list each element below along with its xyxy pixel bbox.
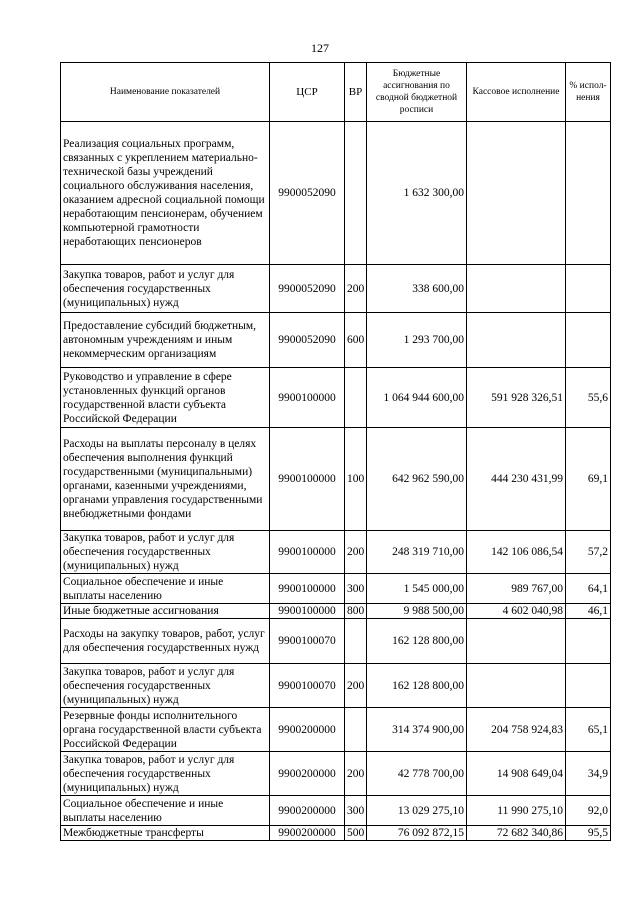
- row-csr: 9900200000: [270, 826, 345, 841]
- row-csr: 9900200000: [270, 752, 345, 796]
- row-csr: 9900100000: [270, 604, 345, 619]
- row-vr: 500: [345, 826, 367, 841]
- header-pct: % испол-нения: [566, 63, 611, 122]
- row-vr: 800: [345, 604, 367, 619]
- row-name: Закупка товаров, работ и услуг для обеспечения государственных (муниципальных) нужд: [61, 265, 270, 313]
- row-vr: 600: [345, 313, 367, 368]
- row-name: Социальное обеспечение и иные выплаты населению: [61, 574, 270, 604]
- page-number: 127: [311, 41, 329, 55]
- row-budget: 1 632 300,00: [367, 122, 467, 265]
- row-pct: [566, 619, 611, 664]
- row-vr: 100: [345, 428, 367, 531]
- row-pct: 34,9: [566, 752, 611, 796]
- budget-execution-table: [60, 62, 611, 841]
- row-vr: 200: [345, 752, 367, 796]
- row-name: Иные бюджетные ассигнования: [61, 604, 270, 619]
- row-name: Закупка товаров, работ и услуг для обеспечения государственных (муниципальных) нужд: [61, 664, 270, 708]
- table-row: [61, 796, 611, 826]
- row-csr: 9900052090: [270, 265, 345, 313]
- row-cash: 204 758 924,83: [467, 708, 566, 752]
- row-vr: [345, 368, 367, 428]
- row-csr: 9900200000: [270, 796, 345, 826]
- row-name: Межбюджетные трансферты: [61, 826, 270, 841]
- row-pct: 55,6: [566, 368, 611, 428]
- row-csr: 9900100000: [270, 428, 345, 531]
- row-budget: 1 293 700,00: [367, 313, 467, 368]
- row-vr: 200: [345, 531, 367, 574]
- row-csr: 9900052090: [270, 313, 345, 368]
- row-vr: 300: [345, 574, 367, 604]
- row-cash: [467, 619, 566, 664]
- row-budget: 338 600,00: [367, 265, 467, 313]
- row-name: Руководство и управление в сфере установленных функций органов государственной власти субъекта Российской Федерации: [61, 368, 270, 428]
- row-name: Реализация социальных программ, связанных с укреплением материально-технической базы учреждений социального обслуживания населения, оказанием адресной социальной помощи неработающим пенсионерам, обучением компьютерной грамотности неработающих пенсионеров: [61, 122, 270, 265]
- row-csr: 9900200000: [270, 708, 345, 752]
- row-name: Закупка товаров, работ и услуг для обеспечения государственных (муниципальных) нужд: [61, 752, 270, 796]
- table-row: [61, 531, 611, 574]
- row-cash: 11 990 275,10: [467, 796, 566, 826]
- row-budget: 13 029 275,10: [367, 796, 467, 826]
- row-pct: 95,5: [566, 826, 611, 841]
- row-cash: 591 928 326,51: [467, 368, 566, 428]
- row-cash: [467, 122, 566, 265]
- row-vr: 300: [345, 796, 367, 826]
- table-row: [61, 313, 611, 368]
- row-cash: 989 767,00: [467, 574, 566, 604]
- table-row: [61, 619, 611, 664]
- row-pct: 64,1: [566, 574, 611, 604]
- row-pct: 65,1: [566, 708, 611, 752]
- row-csr: 9900100000: [270, 574, 345, 604]
- header-csr: ЦСР: [270, 63, 345, 122]
- header-cash: Кассовое исполнение: [467, 63, 566, 122]
- row-budget: 76 092 872,15: [367, 826, 467, 841]
- row-csr: 9900100000: [270, 531, 345, 574]
- row-vr: 200: [345, 664, 367, 708]
- header-vr: ВР: [345, 63, 367, 122]
- row-csr: 9900052090: [270, 122, 345, 265]
- table-row: [61, 122, 611, 265]
- row-cash: 14 908 649,04: [467, 752, 566, 796]
- row-pct: [566, 664, 611, 708]
- row-budget: 162 128 800,00: [367, 664, 467, 708]
- row-csr: 9900100070: [270, 619, 345, 664]
- row-name: Расходы на закупку товаров, работ, услуг для обеспечения государственных нужд: [61, 619, 270, 664]
- row-vr: [345, 122, 367, 265]
- row-pct: [566, 122, 611, 265]
- table-row: [61, 708, 611, 752]
- row-budget: 1 545 000,00: [367, 574, 467, 604]
- row-cash: [467, 313, 566, 368]
- table-header-row: [61, 63, 611, 122]
- row-pct: 92,0: [566, 796, 611, 826]
- header-budget: Бюджетные ассигнования по сводной бюджетной росписи: [367, 63, 467, 122]
- table-row: [61, 368, 611, 428]
- row-cash: [467, 664, 566, 708]
- row-name: Предоставление субсидий бюджетным, автономным учреждениям и иным некоммерческим организациям: [61, 313, 270, 368]
- row-budget: 1 064 944 600,00: [367, 368, 467, 428]
- row-budget: 642 962 590,00: [367, 428, 467, 531]
- table-row: [61, 428, 611, 531]
- row-pct: [566, 313, 611, 368]
- row-pct: [566, 265, 611, 313]
- row-budget: 42 778 700,00: [367, 752, 467, 796]
- row-csr: 9900100070: [270, 664, 345, 708]
- header-name: Наименование показателей: [61, 63, 270, 122]
- row-vr: [345, 619, 367, 664]
- row-cash: 72 682 340,86: [467, 826, 566, 841]
- row-budget: 9 988 500,00: [367, 604, 467, 619]
- table-row: [61, 664, 611, 708]
- row-name: Закупка товаров, работ и услуг для обеспечения государственных (муниципальных) нужд: [61, 531, 270, 574]
- row-pct: 69,1: [566, 428, 611, 531]
- row-budget: 162 128 800,00: [367, 619, 467, 664]
- row-cash: 142 106 086,54: [467, 531, 566, 574]
- table-row: [61, 265, 611, 313]
- table-row: [61, 574, 611, 604]
- row-cash: 444 230 431,99: [467, 428, 566, 531]
- row-csr: 9900100000: [270, 368, 345, 428]
- row-cash: [467, 265, 566, 313]
- row-cash: 4 602 040,98: [467, 604, 566, 619]
- row-vr: 200: [345, 265, 367, 313]
- row-budget: 314 374 900,00: [367, 708, 467, 752]
- row-pct: 57,2: [566, 531, 611, 574]
- table-row: [61, 604, 611, 619]
- row-budget: 248 319 710,00: [367, 531, 467, 574]
- table-row: [61, 752, 611, 796]
- row-name: Резервные фонды исполнительного органа государственной власти субъекта Российской Федерации: [61, 708, 270, 752]
- row-name: Социальное обеспечение и иные выплаты населению: [61, 796, 270, 826]
- row-pct: 46,1: [566, 604, 611, 619]
- table-row: [61, 826, 611, 841]
- row-name: Расходы на выплаты персоналу в целях обеспечения выполнения функций государственными (муниципальными) органами, казенными учреждениями, органами управления государственными внебюджетными фондами: [61, 428, 270, 531]
- row-vr: [345, 708, 367, 752]
